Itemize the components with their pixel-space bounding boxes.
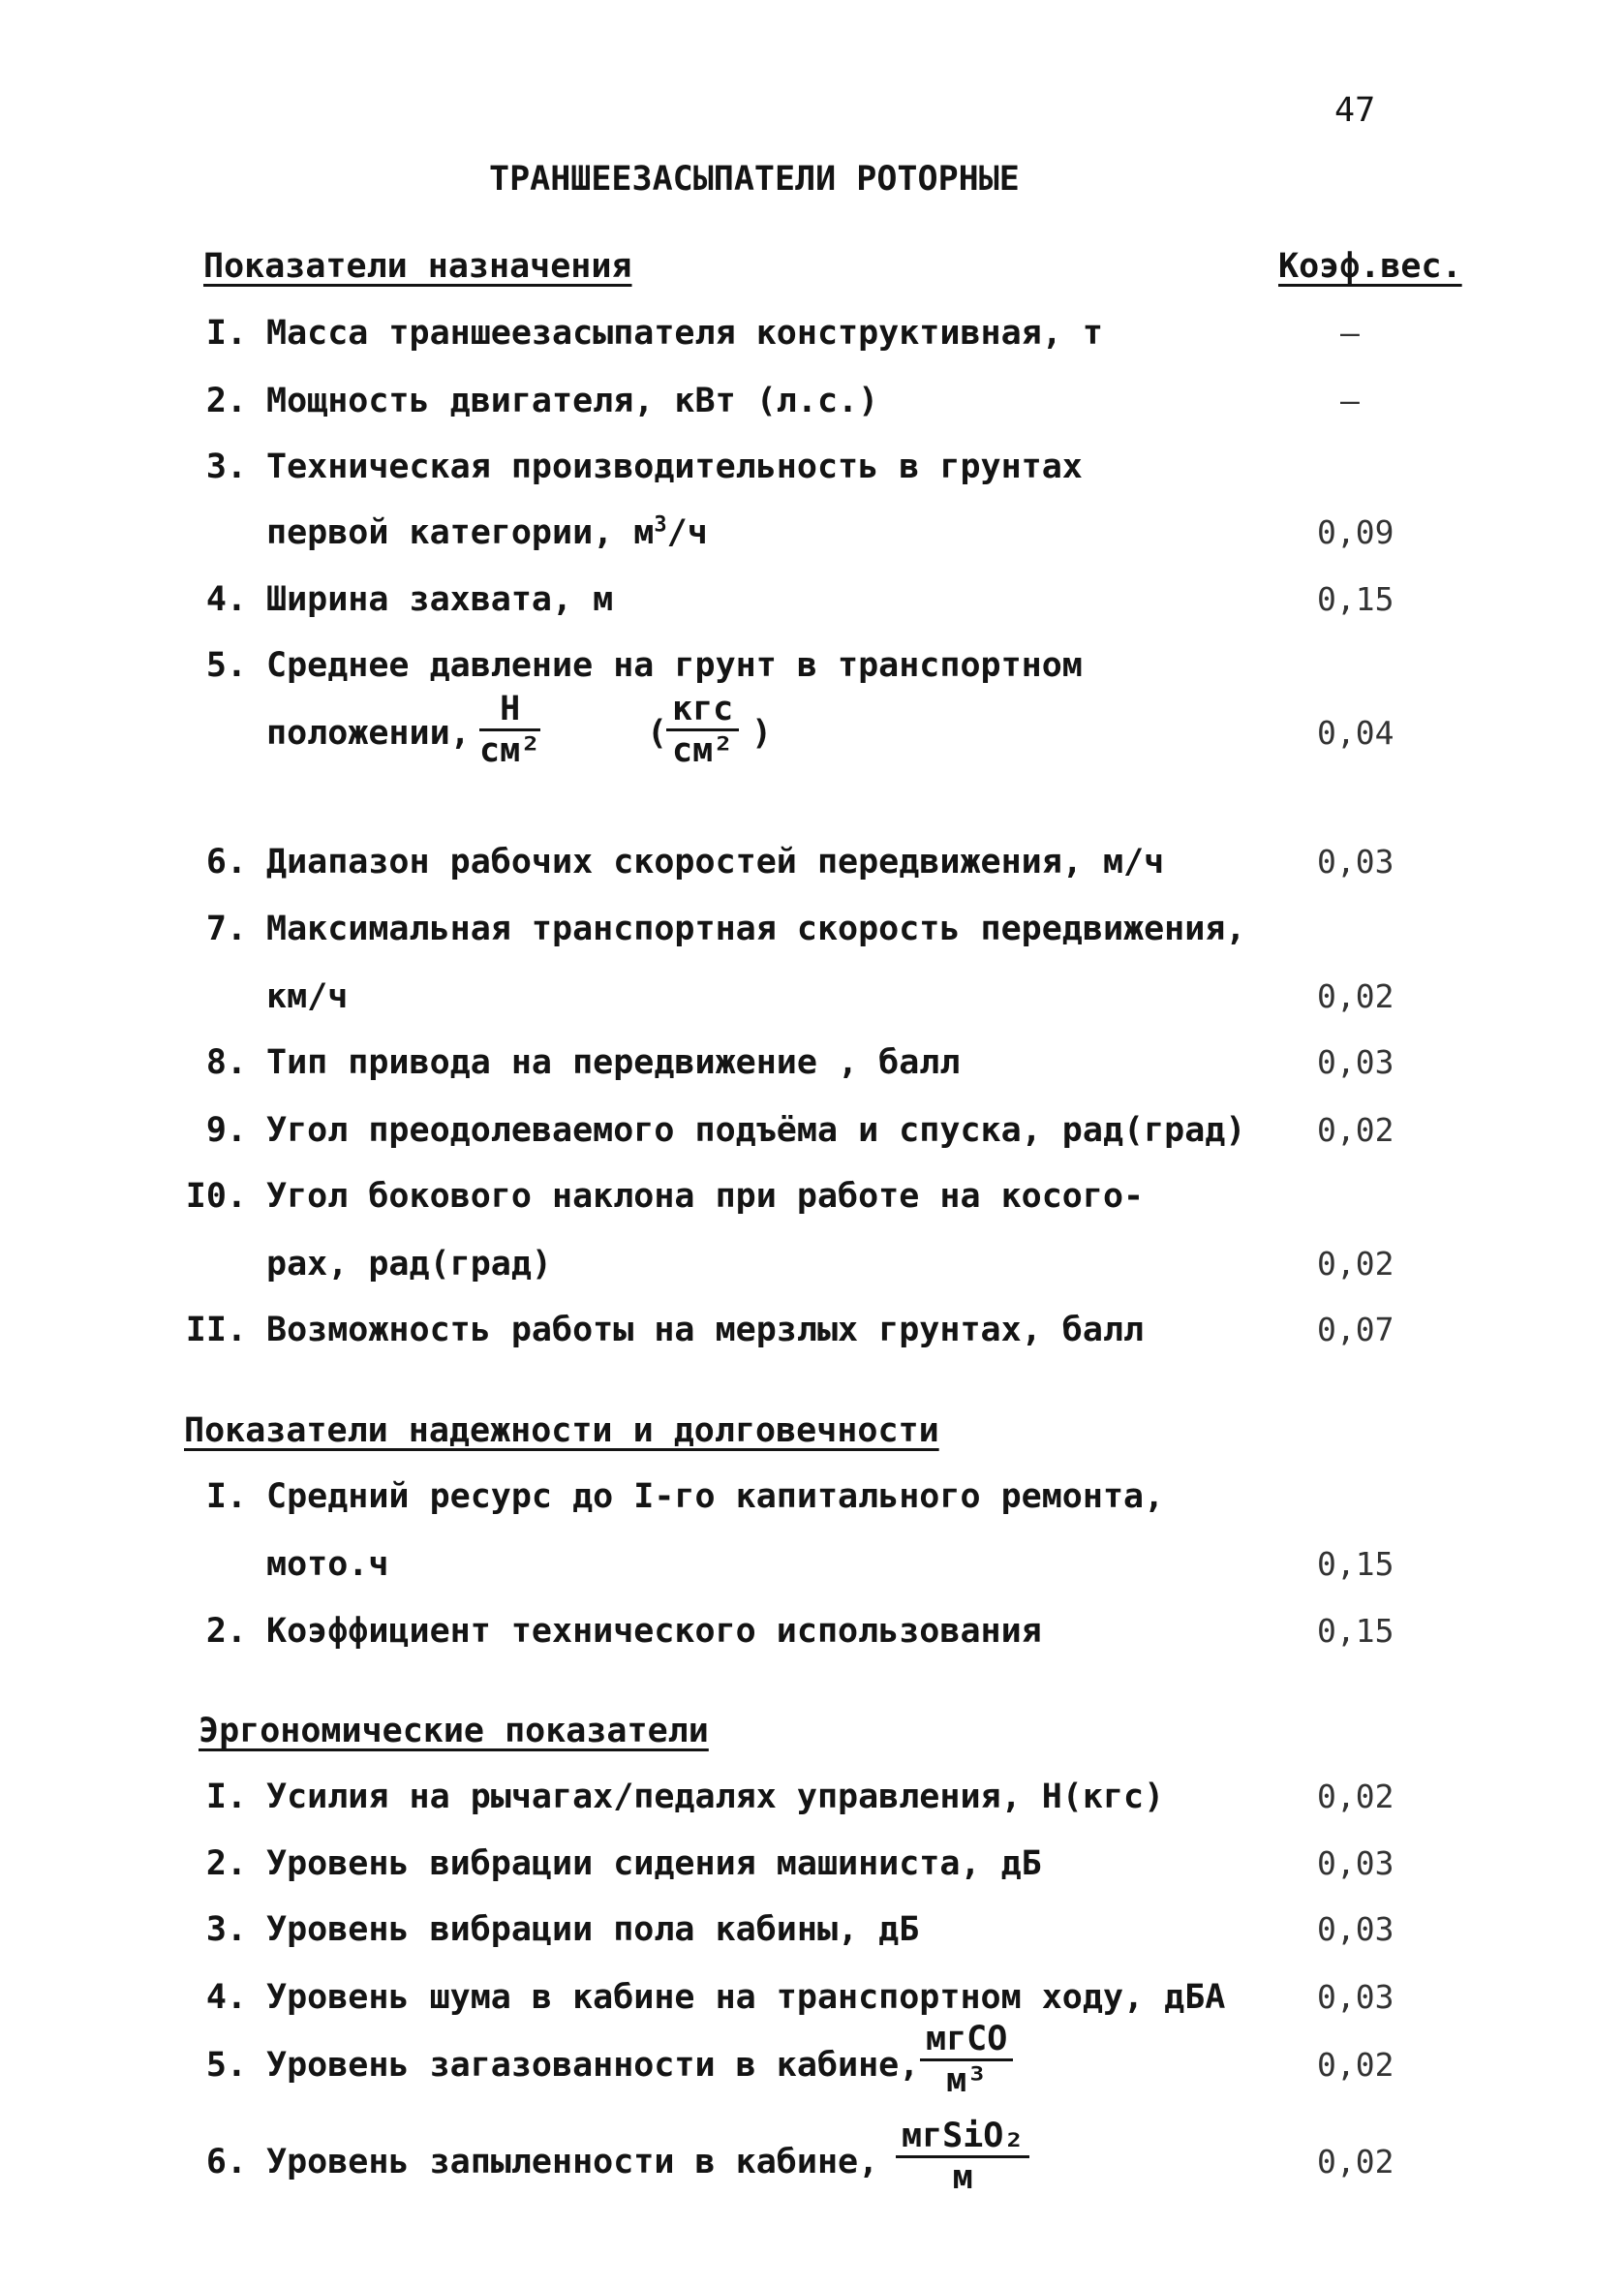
item-coef: 0,03	[1317, 1844, 1394, 1882]
item-text: Среднее давление на грунт в транспортном	[266, 646, 1083, 685]
item-number: I.	[205, 1477, 247, 1516]
item-text: Уровень вибрации пола кабины, дБ	[266, 1910, 920, 1949]
item-coef: 0,15	[1317, 580, 1394, 618]
page-title: ТРАНШЕЕЗАСЫПАТЕЛИ РОТОРНЫЕ	[489, 160, 1020, 199]
item-number: II.	[185, 1311, 247, 1349]
item-number: 5.	[205, 2046, 247, 2085]
item-number: 4.	[205, 1978, 247, 2017]
item-text: Диапазон рабочих скоростей передвижения, м/ч	[266, 843, 1165, 882]
item-number: 8.	[205, 1043, 247, 1082]
unit-fraction-newton: Н см²	[479, 690, 541, 770]
item-number: 2.	[205, 382, 247, 420]
item-coef: –	[1340, 314, 1360, 352]
item-coef: 0,07	[1317, 1311, 1394, 1348]
item-coef: 0,02	[1317, 2046, 1394, 2084]
item-text: Ширина захвата, м	[266, 580, 614, 619]
item-coef: –	[1340, 382, 1360, 419]
item-coef: 0,03	[1317, 1978, 1394, 2016]
item-coef: 0,03	[1317, 1043, 1394, 1081]
item-text: Уровень вибрации сидения машиниста, дБ	[266, 1844, 1042, 1883]
item-number: 7.	[205, 910, 247, 948]
item-coef: 0,02	[1317, 1111, 1394, 1149]
item-text-continued: положении,	[266, 714, 471, 753]
item-number: 5.	[205, 646, 247, 685]
item-coef: 0,03	[1317, 843, 1394, 881]
unit-fraction-sio2: мгSiO₂ м	[896, 2117, 1029, 2197]
unit-fraction-kgs: кгс см²	[666, 690, 739, 770]
item-number: 2.	[205, 1844, 247, 1883]
section-heading-purpose: Показатели назначения	[203, 247, 632, 286]
item-text: Угол преодолеваемого подъёма и спуска, рад(град)	[266, 1111, 1246, 1150]
item-coef: 0,02	[1317, 1245, 1394, 1283]
paren-open: (	[647, 714, 668, 753]
section-heading-reliability: Показатели надежности и долговечности	[184, 1411, 939, 1450]
item-text: Максимальная транспортная скорость передвижения,	[266, 910, 1246, 948]
item-coef: 0,02	[1317, 977, 1394, 1015]
item-text: Масса траншеезасыпателя конструктивная, т	[266, 314, 1103, 353]
item-number: I0.	[185, 1177, 247, 1216]
paren-close: )	[751, 714, 773, 753]
item-coef: 0,02	[1317, 2143, 1394, 2181]
item-text: Возможность работы на мерзлых грунтах, балл	[266, 1311, 1145, 1349]
item-number: 3.	[205, 1910, 247, 1949]
item-number: 4.	[205, 580, 247, 619]
item-text: Уровень шума в кабине на транспортном ходу, дБА	[266, 1978, 1226, 2017]
item-text: Угол бокового наклона при работе на косого-	[266, 1177, 1145, 1216]
unit-fraction-co: мгСО м³	[920, 2020, 1013, 2100]
item-coef: 0,15	[1317, 1545, 1394, 1583]
item-number: 6.	[205, 2143, 247, 2181]
item-text: Средний ресурс до I-го капитального ремонта,	[266, 1477, 1165, 1516]
item-text: Уровень запыленности в кабине,	[266, 2143, 879, 2181]
item-text: Усилия на рычагах/педалях управления, Н(кгс)	[266, 1778, 1165, 1816]
item-number: 6.	[205, 843, 247, 882]
item-coef: 0,02	[1317, 1778, 1394, 1815]
item-number: I.	[205, 314, 247, 353]
item-text: Мощность двигателя, кВт (л.с.)	[266, 382, 879, 420]
item-number: 2.	[205, 1612, 247, 1651]
item-text-continued: рах, рад(град)	[266, 1245, 553, 1284]
item-coef: 0,09	[1317, 513, 1394, 551]
item-coef: 0,04	[1317, 714, 1394, 752]
item-text-continued: мото.ч	[266, 1545, 389, 1584]
item-text-continued: км/ч	[266, 977, 349, 1016]
item-number: I.	[205, 1778, 247, 1816]
section-heading-ergonomic: Эргономические показатели	[199, 1712, 709, 1750]
item-text: Уровень загазованности в кабине,	[266, 2046, 920, 2085]
coef-heading: Коэф.вес.	[1278, 247, 1462, 286]
item-number: 3.	[205, 448, 247, 486]
page-number: 47	[1334, 91, 1376, 130]
item-text: Коэффициент технического использования	[266, 1612, 1042, 1651]
item-coef: 0,15	[1317, 1612, 1394, 1650]
item-text-continued: первой категории, $м^3/ч$	[266, 512, 708, 552]
item-coef: 0,03	[1317, 1910, 1394, 1948]
item-number: 9.	[205, 1111, 247, 1150]
item-text: Техническая производительность в грунтах	[266, 448, 1083, 486]
item-text: Тип привода на передвижение , балл	[266, 1043, 961, 1082]
